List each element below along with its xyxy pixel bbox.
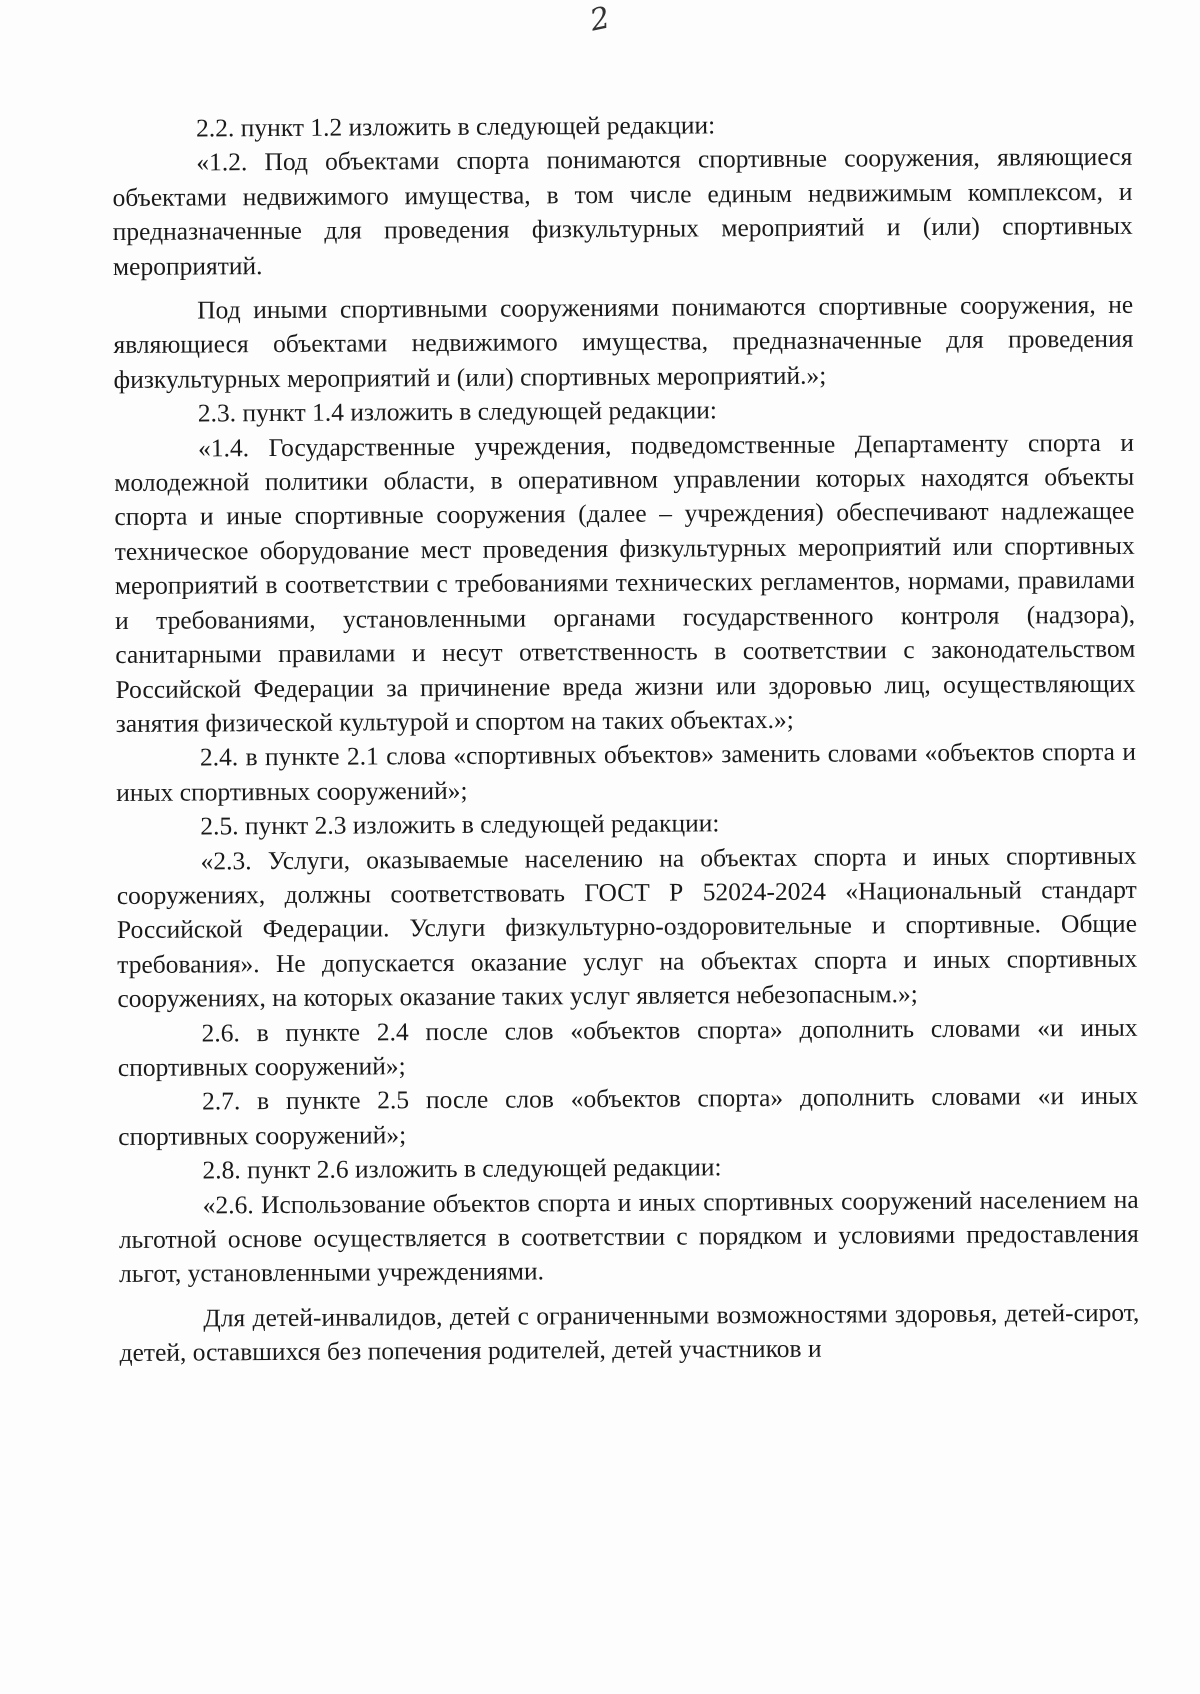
page-number: 2 xyxy=(587,0,613,39)
paragraph-2-3-services: «2.3. Услуги, оказываемые населению на объектах спорта и иных спортивных сооружениях, должны соответствовать ГОСТ Р 52024-2024 «Национальный стандарт Российской Федерации. Услуги физкультурно-оздоровительные и спортивные. Общие требования». Не допускается оказание услуг на объектах спорта и иных спортивных сооружениях, на которых оказание таких услуг является небезопасным.»; xyxy=(116,840,1138,1014)
paragraph-children-benefits: Для детей-инвалидов, детей с ограниченными возможностями здоровья, детей-сирот, детей, оставшихся без попечения родителей, детей участников и xyxy=(119,1297,1140,1368)
paragraph-1-2-definition: «1.2. Под объектами спорта понимаются спортивные сооружения, являющиеся объектами недвижимого имущества, в том числе единым недвижимым комплексом, и предназначенные для проведения физкультурных мероприятий и (или) спортивных мероприятий. xyxy=(112,142,1133,281)
paragraph-2-2: 2.2. пункт 1.2 изложить в следующей редакции: xyxy=(196,110,716,143)
paragraph-other-facilities: Под иными спортивными сооружениями понимаются спортивные сооружения, не являющиеся объектами недвижимого имущества, предназначенные для проведения физкультурных мероприятий и (или) спортивных мероприятий.»; xyxy=(113,289,1134,394)
paragraph-2-4: 2.4. в пункте 2.1 слова «спортивных объектов» заменить словами «объектов спорта и иных спортивных сооружений»; xyxy=(116,737,1137,807)
paragraph-2-6-preferential-use: «2.6. Использование объектов спорта и иных спортивных сооружений населением на льготной основе осуществляется в соответствии с порядком и условиями предоставления льгот, установленными учреждениями. xyxy=(118,1184,1139,1289)
paragraph-1-4-institutions: «1.4. Государственные учреждения, подведомственные Департаменту спорта и молодежной политики области, в оперативном управлении которых находятся объекты спорта и иные спортивные сооружения (далее – учреждения) обеспечивают надлежащее техническое оборудование мест проведения физкультурных мероприятий или спортивных мероприятий в соответствии с требованиями технических регламентов, нормами, правилами и требованиями, установленными органами государственного контроля (надзора), санитарными правилами и несут ответственность в соответствии с законодательством Российской Федерации за причинение вреда жизни или здоровью лиц, осуществляющих занятия физической культурой и спортом на таких объектах.»; xyxy=(114,427,1136,738)
paragraph-2-5: 2.5. пункт 2.3 изложить в следующей редакции: xyxy=(200,808,720,841)
paragraph-2-8: 2.8. пункт 2.6 изложить в следующей редакции: xyxy=(202,1152,722,1185)
paragraph-2-7: 2.7. в пункте 2.5 после слов «объектов спорта» дополнить словами «и иных спортивных сооружений»; xyxy=(118,1081,1139,1151)
paragraph-2-6: 2.6. в пункте 2.4 после слов «объектов спорта» дополнить словами «и иных спортивных сооружений»; xyxy=(117,1012,1138,1082)
paragraph-2-3: 2.3. пункт 1.4 изложить в следующей редакции: xyxy=(197,395,718,428)
document-body xyxy=(112,106,1140,1371)
